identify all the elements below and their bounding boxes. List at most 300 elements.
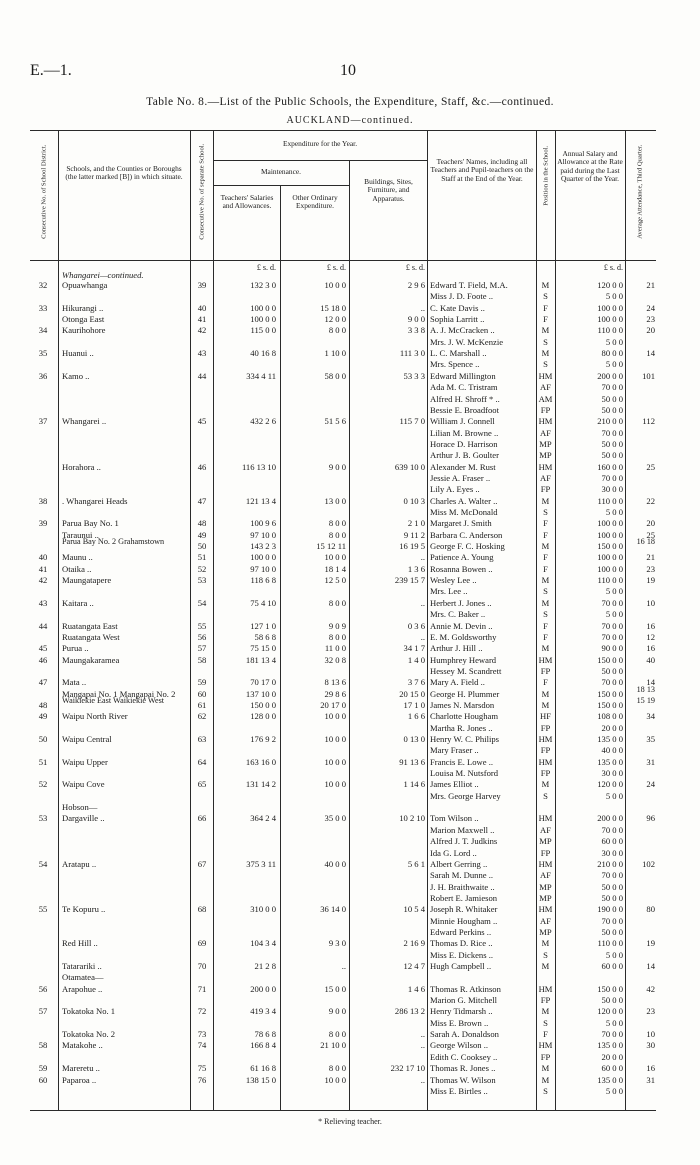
cell-other-expenditure: 9 0 9 [328,620,346,631]
cell-position: AF [540,382,551,393]
cell-teachers-salaries: 118 6 8 [250,575,276,586]
cell-buildings: .. [420,302,425,313]
cell-school-no: 43 [197,348,207,359]
cell-salary: 5 0 0 [605,507,623,517]
cell-position: M [541,779,550,790]
cell-teachers-salaries: 104 3 4 [250,938,276,949]
cell-salary: 50 0 0 [601,438,623,449]
cell-position: FP [540,722,551,733]
cell-salary: 110 0 0 [597,575,623,586]
cell-attendance: 19 [646,575,655,586]
cell-position: AF [540,824,551,835]
cell-position: M [541,348,550,359]
cell-buildings: 2 9 6 [407,280,425,290]
report-code: E.—1. [30,62,72,79]
cell-attendance: 10 [646,1029,655,1040]
cell-teacher-name: Hugh Campbell .. [430,961,492,971]
cell-buildings: 1 4 6 [407,983,425,994]
cell-teacher-name: Miss M. McDonald [430,507,498,517]
cell-buildings: .. [420,1040,425,1051]
cell-other-expenditure: 18 1 4 [324,563,346,574]
cell-school-no: 41 [197,314,207,325]
cell-salary: 90 0 0 [601,643,623,654]
cell-teacher-name: Louisa M. Nutsford [430,768,499,779]
cell-school-name: Mareretu .. [62,1063,100,1074]
cell-school-no: 49 [197,529,207,540]
cell-district-no: 55 [38,904,48,915]
cell-school-no: 40 [197,302,207,313]
cell-teacher-name: Miss E. Birtles .. [430,1085,488,1096]
cell-school-name: Opuawhanga [62,280,108,290]
cell-buildings: .. [420,1074,425,1085]
cell-school-name: Maunu .. [62,552,93,563]
header-school-no: Consecutive No. of separate School. [198,143,206,240]
cell-position: S [543,1017,548,1028]
cell-school-name: Hikurangi .. [62,302,104,313]
cell-attendance: 23 [646,1006,655,1017]
cell-position: M [541,1063,550,1074]
cell-other-expenditure: 10 0 0 [324,756,346,767]
cell-buildings: 10 5 4 [403,904,425,915]
cell-teacher-name: Henry Tidmarsh .. [430,1006,493,1017]
cell-district-no: 59 [38,1063,48,1074]
cell-other-expenditure: 51 5 6 [324,416,346,427]
cell-teacher-name: Thomas D. Rice .. [430,938,493,949]
cell-salary: 70 0 0 [601,382,623,393]
lsd-header-salary: £ s. d. [603,263,623,272]
cell-school-no: 64 [197,756,207,767]
cell-teachers-salaries: 310 0 0 [250,904,276,915]
cell-teacher-name: William J. Connell [430,416,495,427]
cell-position: F [543,631,548,642]
cell-attendance: 10 [646,597,655,608]
cell-teacher-name: Mary Fraser .. [430,745,479,756]
cell-other-expenditure: 32 0 8 [324,654,346,665]
cell-position: FP [540,665,551,676]
cell-school-name: Waikiekie East Waikiekie West [62,695,165,705]
cell-salary: 5 0 0 [605,291,623,302]
cell-district-no: 43 [38,597,48,608]
cell-teacher-name: Miss J. D. Foote .. [430,291,494,302]
cell-salary: 50 0 0 [601,450,623,461]
cell-teachers-salaries: 97 10 0 [250,529,276,540]
cell-other-expenditure: 13 0 0 [324,495,346,506]
cell-other-expenditure: 12 0 0 [324,314,346,325]
cell-salary: 50 0 0 [601,892,623,903]
cell-teachers-salaries: 138 15 0 [245,1074,276,1085]
cell-buildings: 239 15 7 [394,575,425,586]
cell-school-no: 61 [197,699,207,710]
header-district-no: Consecutive No. of School District. [40,144,48,239]
cell-salary: 50 0 0 [601,995,623,1006]
cell-salary: 70 0 0 [601,472,623,483]
cell-buildings: 12 4 7 [403,961,425,971]
cell-teacher-name: Robert E. Jamieson [430,892,498,903]
cell-teacher-name: Edward Millington [430,370,496,381]
cell-salary: 60 0 0 [601,836,623,847]
cell-position: AM [538,393,553,404]
cell-teacher-name: Henry W. C. Philips [430,734,499,744]
cell-salary: 50 0 0 [601,665,623,676]
cell-attendance: 15 19 [636,695,655,705]
cell-teachers-salaries: 200 0 0 [250,983,276,994]
cell-position: AF [540,915,551,926]
cell-teachers-salaries: 58 6 8 [254,631,276,642]
table-title: Table No. 8.—List of the Public Schools, the Expenditure, Staff, &c.—continued. [146,96,554,108]
lsd-header-buildings: £ s. d. [405,263,425,272]
cell-buildings: 0 13 0 [403,734,425,744]
cell-attendance: 31 [646,1074,655,1085]
cell-school-no: 57 [197,643,207,654]
cell-attendance: 24 [646,779,655,790]
cell-position: MP [539,881,552,892]
cell-buildings: .. [420,631,425,642]
cell-attendance: 16 [646,1063,655,1074]
cell-teacher-name: Sophia Larritt .. [430,314,485,325]
lsd-header-salaries: £ s. d. [256,263,276,272]
schools-table [30,130,656,1110]
cell-school-name: Ruatangata East [62,620,118,631]
cell-salary: 5 0 0 [605,336,623,347]
cell-teachers-salaries: 78 6 8 [254,1029,276,1040]
cell-teacher-name: E. M. Goldsworthy [430,631,497,642]
cell-position: HM [538,858,553,869]
cell-attendance: 30 [646,1040,655,1051]
cell-other-expenditure: 35 0 0 [324,813,346,824]
cell-school-name: Whangarei .. [62,416,107,427]
cell-other-expenditure: 12 5 0 [324,575,346,586]
cell-teacher-name: Mrs. J. W. McKenzie [430,336,504,347]
cell-teacher-name: Mrs. Spence .. [430,359,480,370]
cell-other-expenditure: 20 17 0 [320,699,346,710]
header-position: Position in the School. [542,145,550,206]
cell-position: F [543,677,548,688]
cell-position: MP [539,892,552,903]
cell-school-no: 74 [197,1040,207,1051]
cell-salary: 100 0 0 [597,314,623,325]
cell-salary: 150 0 0 [597,699,623,710]
cell-teacher-name: Tom Wilson .. [430,813,479,824]
cell-teacher-name: Lilian M. Browne .. [430,427,499,438]
cell-teachers-salaries: 128 0 0 [250,711,276,722]
cell-salary: 30 0 0 [601,847,623,858]
cell-teacher-name: Arthur J. B. Goulter [430,450,499,461]
cell-teacher-name: George F. C. Hosking [430,541,505,552]
cell-district-no: 45 [38,643,48,654]
cell-position: FP [540,484,551,495]
cell-teacher-name: Mrs. C. Baker .. [430,609,486,620]
cell-salary: 200 0 0 [597,813,623,824]
cell-school-name: Tatarariki .. [62,961,102,971]
cell-buildings: 1 6 6 [407,711,425,722]
cell-school-no: 66 [197,813,207,824]
cell-district-no: 44 [38,620,48,631]
cell-teachers-salaries: 61 16 8 [250,1063,276,1074]
cell-school-name: Waipu Cove [62,779,105,790]
cell-teachers-salaries: 334 4 11 [246,370,276,381]
cell-buildings: 2 1 0 [407,518,425,529]
cell-attendance: 34 [646,711,655,722]
cell-other-expenditure: 8 0 0 [328,1029,346,1040]
cell-salary: 150 0 0 [597,983,623,994]
cell-teacher-name: Edward Perkins .. [430,926,492,937]
cell-teacher-name: Humphrey Heward [430,654,497,665]
cell-teachers-salaries: 375 3 11 [246,858,276,869]
cell-school-no: 42 [197,325,207,336]
cell-school-no: 72 [197,1006,207,1017]
cell-position: S [543,507,548,517]
cell-teacher-name: Francis E. Lowe .. [430,756,494,767]
cell-buildings: 20 15 0 [399,688,425,699]
cell-teacher-name: Charles A. Walter .. [430,495,498,506]
cell-teacher-name: Minnie Hougham .. [430,915,498,926]
cell-position: FP [540,745,551,756]
cell-position: M [541,1074,550,1085]
cell-teachers-salaries: 121 13 4 [245,495,276,506]
cell-position: HM [538,734,553,744]
cell-attendance: 102 [642,858,655,869]
cell-teacher-name: James N. Marsdon [430,699,495,710]
cell-other-expenditure: 8 0 0 [328,597,346,608]
header-salary: Annual Salary and Allowance at the Rate paid during the Last Quarter of the Year. [557,149,623,183]
cell-school-name: Matakohe .. [62,1040,103,1051]
cell-school-name: Waipu Upper [62,756,108,767]
cell-other-expenditure: 10 0 0 [324,1074,346,1085]
cell-teacher-name: James Elliot .. [430,779,479,790]
cell-attendance: 20 [646,325,655,336]
cell-salary: 120 0 0 [597,1006,623,1017]
cell-school-name: Hobson— [62,802,98,813]
cell-teacher-name: Marion G. Mitchell [430,995,498,1006]
cell-school-name: Aratapu .. [62,858,97,869]
cell-salary: 50 0 0 [601,393,623,404]
cell-district-no: 37 [38,416,48,427]
cell-district-no: 53 [38,813,48,824]
cell-teacher-name: Lily A. Eyes .. [430,484,480,495]
cell-teachers-salaries: 181 13 4 [245,654,276,665]
cell-school-name: Mangapai No. 1 Mangapai No. 2 [62,688,176,699]
cell-teachers-salaries: 40 16 8 [250,348,276,359]
cell-position: MP [539,836,552,847]
cell-salary: 70 0 0 [601,870,623,881]
cell-position: HM [538,416,553,427]
cell-buildings: 10 2 10 [399,813,425,824]
cell-school-name: Tokatoka No. 2 [62,1029,116,1040]
cell-teachers-salaries: 97 10 0 [250,563,276,574]
cell-school-name: Purua .. [62,643,89,654]
cell-teacher-name: Alfred J. T. Judkins [430,836,498,847]
cell-position: F [543,518,548,529]
cell-school-name: Tokatoka No. 1 [62,1006,116,1017]
header-expenditure: Expenditure for the Year. [282,139,358,148]
cell-school-name: Taraunui .. [62,529,99,540]
cell-district-no: 42 [38,575,48,586]
cell-buildings: 1 3 6 [407,563,425,574]
cell-position: F [543,314,548,325]
cell-district-no: 52 [38,779,48,790]
cell-buildings: 1 4 0 [407,654,425,665]
cell-other-expenditure: 9 0 0 [328,461,346,472]
cell-other-expenditure: 8 0 0 [328,518,346,529]
cell-teacher-name: Thomas R. Atkinson [430,983,501,994]
cell-teacher-name: Ida G. Lord .. [430,847,477,858]
cell-attendance: 18 13 [636,684,655,694]
cell-position: M [541,280,550,290]
cell-school-name: Otamatea— [62,972,104,983]
cell-salary: 50 0 0 [601,926,623,937]
cell-district-no: 50 [38,734,48,744]
cell-district-no: 60 [38,1074,48,1085]
cell-salary: 100 0 0 [597,302,623,313]
cell-salary: 150 0 0 [597,541,623,552]
cell-teacher-name: Mrs. Lee .. [430,586,468,597]
cell-other-expenditure: 29 8 6 [324,688,346,699]
cell-other-expenditure: 8 0 0 [328,529,346,540]
cell-attendance: 40 [646,654,655,665]
cell-teachers-salaries: 419 3 4 [250,1006,276,1017]
cell-salary: 150 0 0 [597,654,623,665]
cell-school-name: Kaitara .. [62,597,94,608]
cell-school-no: 44 [197,370,207,381]
cell-buildings: 2 16 9 [403,938,425,949]
cell-teacher-name: Wesley Lee .. [430,575,477,586]
cell-salary: 5 0 0 [605,609,623,620]
cell-school-name: . Whangarei Heads [62,495,128,506]
cell-position: S [543,949,548,960]
cell-teacher-name: George H. Plummer [430,688,500,699]
cell-attendance: 16 [646,620,655,631]
cell-teacher-name: Jessie A. Fraser .. [430,472,491,483]
cell-position: S [543,359,548,370]
cell-district-no: 39 [38,518,48,529]
cell-teachers-salaries: 115 0 0 [250,325,276,336]
cell-position: S [543,336,548,347]
cell-school-name: Waipu North River [62,711,128,722]
cell-teacher-name: Sarah M. Dunne .. [430,870,494,881]
cell-district-no: 40 [38,552,48,563]
cell-school-no: 50 [197,541,207,552]
cell-attendance: 42 [646,983,655,994]
cell-school-no: 48 [197,518,207,529]
cell-teacher-name: Ada M. C. Tristram [430,382,498,393]
cell-other-expenditure: 8 0 0 [328,325,346,336]
cell-attendance: 112 [642,416,655,427]
cell-position: HM [538,654,553,665]
cell-position: M [541,541,550,552]
cell-other-expenditure: 15 18 0 [320,302,346,313]
cell-salary: 70 0 0 [601,677,623,688]
lsd-header-other: £ s. d. [326,263,346,272]
cell-district-no: 51 [38,756,48,767]
cell-attendance: 22 [646,495,655,506]
cell-position: HM [538,904,553,915]
cell-attendance: 16 [646,643,655,654]
cell-other-expenditure: 10 0 0 [324,711,346,722]
table-subtitle: AUCKLAND—continued. [286,115,414,126]
cell-teacher-name: Thomas R. Jones .. [430,1063,496,1074]
cell-position: MP [539,926,552,937]
cell-school-name: Parua Bay No. 2 Grahamstown [62,537,165,547]
header-maintenance: Maintenance. [260,167,301,176]
cell-buildings: 53 3 3 [403,370,425,381]
cell-teacher-name: Thomas W. Wilson [430,1074,496,1085]
cell-district-no: 58 [38,1040,48,1051]
cell-school-name: Arapohue .. [62,983,103,994]
cell-teacher-name: Martha R. Jones .. [430,722,493,733]
cell-teacher-name: Mary A. Field .. [430,677,485,688]
cell-teacher-name: Sarah A. Donaldson [430,1029,499,1040]
cell-buildings: 232 17 10 [390,1063,425,1074]
cell-teacher-name: Horace D. Harrison [430,438,498,449]
cell-salary: 70 0 0 [601,915,623,926]
cell-attendance: 24 [646,302,655,313]
cell-salary: 30 0 0 [601,484,623,495]
cell-position: M [541,643,550,654]
cell-district-no: 36 [38,370,48,381]
cell-teacher-name: Albert Gerring .. [430,858,488,869]
cell-teacher-name: Edward T. Field, M.A. [430,280,508,290]
cell-teacher-name: Arthur J. Hill .. [430,643,483,654]
cell-salary: 70 0 0 [601,620,623,631]
cell-position: FP [540,1051,551,1062]
cell-other-expenditure: 40 0 0 [324,858,346,869]
cell-teacher-name: Miss E. Dickens .. [430,949,494,960]
cell-district-no: 38 [38,495,48,506]
cell-other-expenditure: 21 10 0 [320,1040,346,1051]
cell-school-name: Kaurihohore [62,325,106,336]
cell-attendance: 80 [646,904,655,915]
cell-salary: 120 0 0 [597,280,623,290]
cell-school-no: 53 [197,575,207,586]
cell-teacher-name: Mrs. George Harvey [430,790,501,801]
cell-position: HM [538,756,553,767]
cell-school-no: 51 [197,552,207,563]
cell-buildings: .. [420,1029,425,1040]
cell-teacher-name: Rosanna Bowen .. [430,563,493,574]
cell-district-no: 35 [38,348,48,359]
header-teachers-names: Teachers' Names, including all Teachers and Pupil-teachers on the Staff at the End of the Year. [430,157,534,183]
cell-other-expenditure: 36 14 0 [320,904,346,915]
cell-buildings: 91 13 6 [399,756,425,767]
cell-attendance: 31 [646,756,655,767]
cell-salary: 60 0 0 [601,961,623,971]
cell-teacher-name: George Wilson .. [430,1040,489,1051]
cell-teacher-name: J. H. Braithwaite .. [430,881,495,892]
header-teachers-salaries: Teachers' Salaries and Allowances. [220,193,274,211]
cell-other-expenditure: 11 0 0 [324,643,346,654]
cell-buildings: .. [420,597,425,608]
cell-salary: 110 0 0 [597,325,623,336]
cell-salary: 70 0 0 [601,824,623,835]
cell-salary: 210 0 0 [597,858,623,869]
cell-school-no: 67 [197,858,207,869]
cell-buildings: 0 10 3 [403,495,425,506]
cell-school-no: 47 [197,495,207,506]
cell-teachers-salaries: 75 4 10 [250,597,276,608]
cell-school-no: 59 [197,677,207,688]
cell-teachers-salaries: 75 15 0 [250,643,276,654]
cell-buildings: 9 11 2 [403,529,425,540]
cell-teachers-salaries: 132 3 0 [250,280,276,290]
cell-school-no: 73 [197,1029,207,1040]
cell-position: HM [538,461,553,472]
cell-buildings: 111 3 0 [399,348,425,359]
cell-salary: 160 0 0 [597,461,623,472]
cell-school-name: Horahora .. [62,461,101,472]
cell-other-expenditure: 15 12 11 [316,541,346,552]
cell-salary: 20 0 0 [601,722,623,733]
cell-teacher-name: Miss E. Brown .. [430,1017,489,1028]
